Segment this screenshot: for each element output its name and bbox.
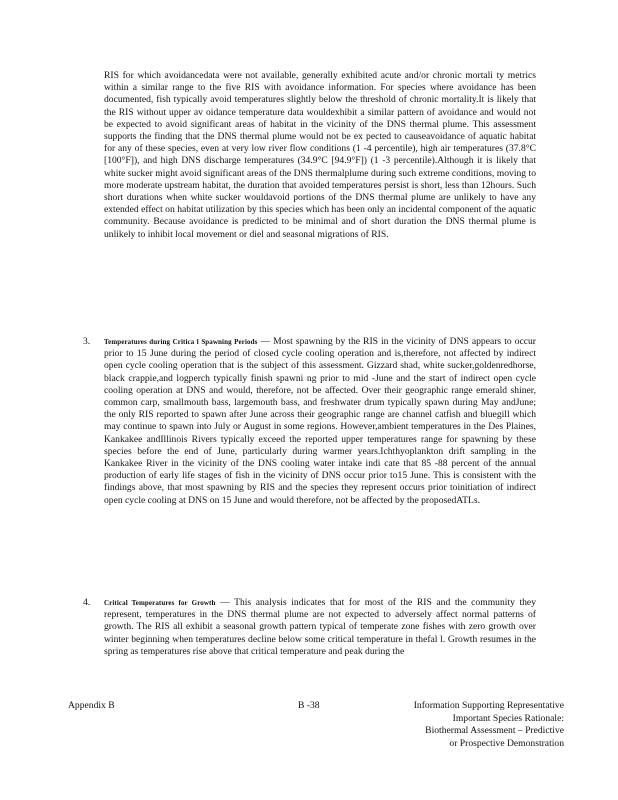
footer-appendix-label: Appendix B [68, 700, 115, 711]
footer-document-title [380, 700, 564, 750]
item-body: — This analysis indicates that for most of the RIS and the community they represent, temperatures in the DNS thermal plume are not expected to adversely affect normal patterns of growth. The RIS all exhibit a seasonal growth pattern typical of temperate zone fishes with zero growth over winter beginning when temperatures decline below some critical temperature in thefal l. Growth resumes in the spring as temperatures rise above that critical temperature and peak during the [104, 597, 536, 657]
footer-title-line: Important Species Rationale: [452, 712, 564, 724]
footer-page-number: B -38 [298, 700, 320, 711]
item-number: 4. [83, 597, 91, 608]
item-paragraph [104, 597, 536, 658]
item-body: — Most spawning by the RIS in the vicinity of DNS appears to occur prior to 15 June during the period of closed cycle cooling operation and is,therefore, not affected by indirect open cycle cooling operation that is the subject of this assessment. Gizzard shad, white sucker,goldenredhorse, black crappie,and logperch typically finish spawni ng prior to mid -June and the start of indirect open cycle cooling operation at DNS and would, therefore, not be affected. Over their geographic range emerald shiner, common carp, smallmouth bass, largemouth bass, and freshwater drum typically spawn during May andJune; the only RIS reported to spawn after June across their geographic range are channel catfish and bluegill which may continue to spawn into July or August in some regions. However,ambient temperatures in the Des Plaines, Kankakee andIllinois Rivers typically exceed the reported upper temperatures range for spawning by these species before the end of June, particularly during warmer years.Ichthyoplankton drift sampling in the Kankakee River in the vicinity of the DNS cooling water intake indi cate that 85 -88 percent of the annual production of early life stages of fish in the vicinity of DNS occur prior to15 June. This is consistent with the findings above, that most spawning by RIS and the species they represent occurs prior toinitiation of indirect open cycle cooling at DNS on 15 June and would therefore, not be affected by the proposedATLs. [104, 336, 537, 506]
item-number: 3. [83, 336, 91, 347]
item-heading: Temperatures during Critica l Spawning Periods [104, 338, 258, 346]
footer-title-line: Biothermal Assessment – Predictive [425, 725, 564, 737]
footer-title-line: Information Supporting Representative [413, 700, 564, 711]
paragraph-intro: RIS for which avoidancedata were not available, generally exhibited acute and/or chronic mortali ty metrics within a similar range to the five RIS with avoidance information. For species where avoidance has been documented, fish typically avoid temperatures slightly below the threshold of chronic mortality.It is likely that the RIS without upper av oidance temperature data wouldexhibit a similar pattern of avoidance and would not be expected to avoid significant areas of habitat in the vicinity of the DNS thermal plume. This assessment supports the finding that the DNS thermal plume would not be ex pected to causeavoidance of aquatic habitat for any of these species, even at very low river flow conditions (1 -4 percentile), high air temperatures (37.8°C [100°F]), and high DNS discharge temperatures (34.9°C [94.9°F]) (1 -3 percentile).Although it is likely that white sucker might avoid significant areas of the DNS thermalplume during such extreme conditions, moving to more moderate upstream habitat, the duration that avoided temperatures persist is short, less than 12hours. Such short durations when white sucker wouldavoid portions of the DNS thermal plume are unlikely to have any extended effect on habitat utilization by this species which has been only an incidental component of the aquatic community. Because avoidance is predicted to be minimal and of short duration the DNS thermal plume is unlikely to inhibit local movement or diel and seasonal migrations of RIS. [104, 70, 536, 240]
item-paragraph [104, 336, 536, 507]
item-heading: Critical Temperatures for Growth [104, 599, 216, 607]
footer-title-line: or Prospective Demonstration [449, 737, 564, 749]
